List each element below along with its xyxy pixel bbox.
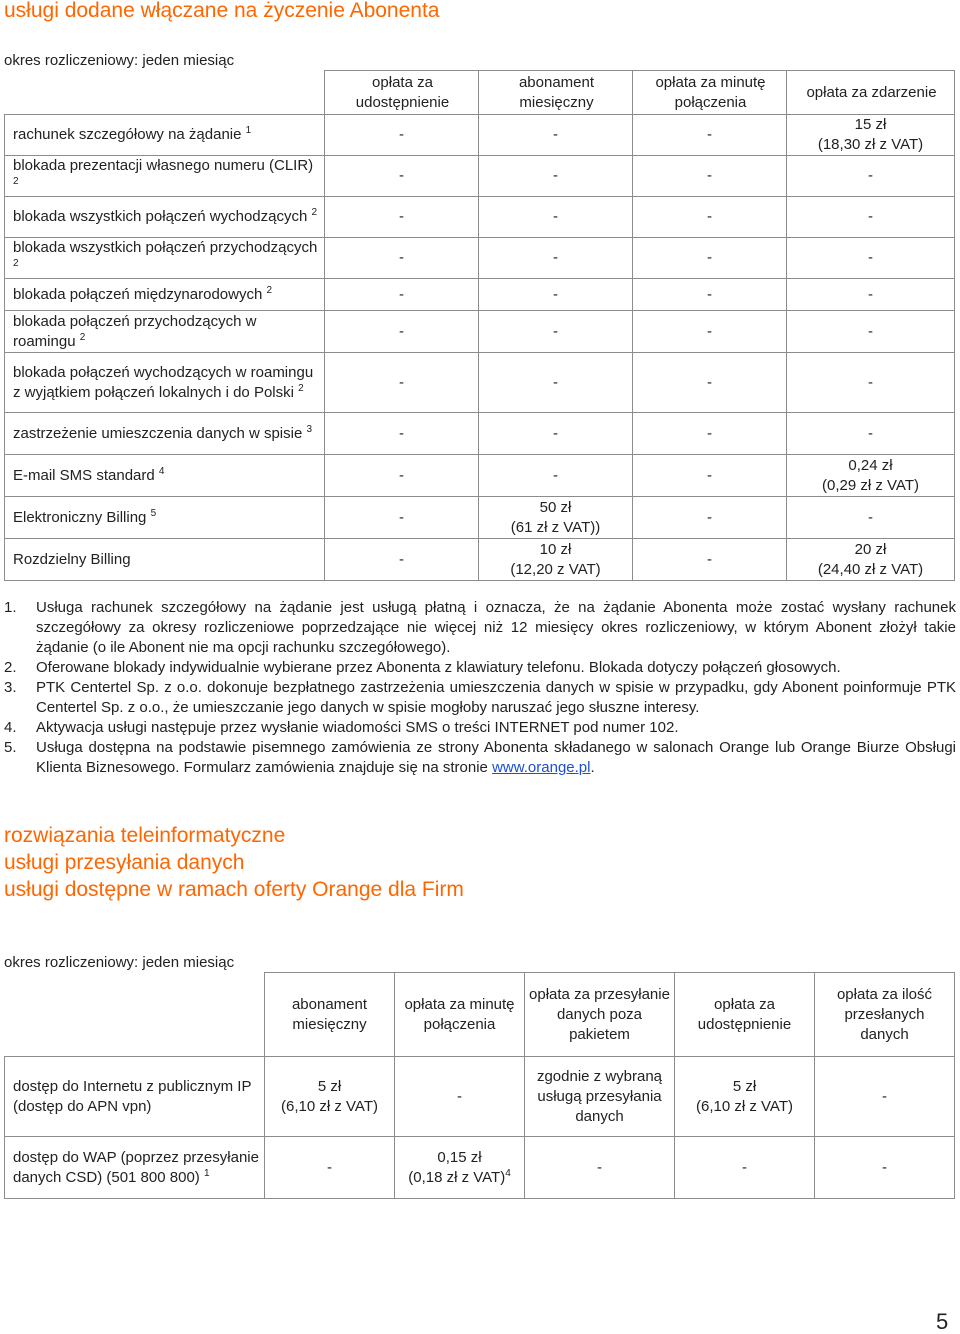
cell: - (325, 539, 479, 581)
cell: - (479, 455, 633, 497)
cell: - (479, 156, 633, 197)
header-monthly-fee: abonament miesięczny (479, 71, 633, 115)
cell: - (479, 115, 633, 156)
header-blank (5, 973, 265, 1057)
section2-title: rozwiązania teleinformatyczne (4, 824, 286, 847)
cell: - (479, 197, 633, 238)
cell: - (787, 413, 955, 455)
cell: - (633, 353, 787, 413)
cell: - (325, 238, 479, 279)
table-row (5, 115, 955, 156)
cell: - (265, 1137, 395, 1199)
cell: - (815, 1057, 955, 1137)
cell: 20 zł (24,40 zł z VAT) (787, 539, 955, 581)
table-row (5, 311, 955, 353)
table-row (5, 197, 955, 238)
cell: - (479, 311, 633, 353)
table-row (5, 156, 955, 197)
cell: - (787, 197, 955, 238)
header-blank (5, 71, 325, 115)
header-per-event-fee: opłata za zdarzenie (787, 71, 955, 115)
cell: - (325, 311, 479, 353)
cell: 0,24 zł (0,29 zł z VAT) (787, 455, 955, 497)
cell: 5 zł (6,10 zł z VAT) (675, 1057, 815, 1137)
cell: - (633, 413, 787, 455)
footnote: 1. Usługa rachunek szczegółowy na żądanie jest usługą płatną i oznacza, że na żądanie Abonenta może zostać wysłany rachunek szczegółowy za okresy rozliczeniowe poprzedzające nie więcej niż 12 miesięcy okres rozliczeniowy, w którym Abonent złożył takie żądanie (o ile Abonent nie ma opcji rachunku szczegółowego). (4, 599, 956, 656)
cell: - (633, 539, 787, 581)
footnote: 3. PTK Centertel Sp. z o.o. dokonuje bezpłatnego zastrzeżenia umieszczenia danych w spisie w przypadku, gdy Abonent poinformuje PTK Centertel Sp. z o.o., że umieszczanie jego danych w spisie mogłoby naruszać jego słuszne interesy. (4, 679, 956, 716)
row-label: Elektroniczny Billing $^5$ (5, 497, 325, 539)
footnote: 4. Aktywacja usługi następuje przez wysłanie wiadomości SMS o treści INTERNET pod numer 102. (4, 719, 679, 736)
cell: - (633, 115, 787, 156)
cell: - (633, 279, 787, 311)
cell: - (633, 197, 787, 238)
section2-titles (4, 822, 464, 903)
table-row (5, 455, 955, 497)
section2-subtitle: usługi dostępne w ramach oferty Orange dla Firm (4, 878, 464, 901)
cell: - (325, 413, 479, 455)
orange-website-link[interactable]: www.orange.pl (492, 759, 591, 776)
header-data-volume-fee: opłata za ilość przesłanych danych (815, 973, 955, 1057)
row-label: blokada prezentacji własnego numeru (CLIR) $^2$ (5, 156, 325, 197)
table-row (5, 1137, 955, 1199)
cell: - (633, 238, 787, 279)
cell: - (633, 156, 787, 197)
cell: - (479, 413, 633, 455)
header-per-minute-fee: opłata za minutę połączenia (633, 71, 787, 115)
cell: - (787, 238, 955, 279)
cell: - (815, 1137, 955, 1199)
cell: 5 zł (6,10 zł z VAT) (265, 1057, 395, 1137)
cell: 50 zł (61 zł z VAT)) (479, 497, 633, 539)
cell: - (479, 353, 633, 413)
cell: 15 zł (18,30 zł z VAT) (787, 115, 955, 156)
cell: - (479, 238, 633, 279)
table-row (5, 279, 955, 311)
cell: - (325, 353, 479, 413)
row-label: blokada wszystkich połączeń przychodzących $^2$ (5, 238, 325, 279)
row-label: blokada połączeń międzynarodowych $^2$ (5, 279, 325, 311)
row-label: dostęp do WAP (poprzez przesyłanie danych CSD) (501 800 800) $^1$ (5, 1137, 265, 1199)
cell: - (787, 497, 955, 539)
billing-period: okres rozliczeniowy: jeden miesiąc (4, 52, 235, 69)
header-per-minute-fee: opłata za minutę połączenia (395, 973, 525, 1057)
services-table (4, 70, 955, 581)
cell: - (633, 497, 787, 539)
cell: 10 zł (12,20 z VAT) (479, 539, 633, 581)
footnote: 5. Usługa dostępna na podstawie pisemnego zamówienia ze strony Abonenta składanego w salonach Orange lub Orange Biurze Obsługi Klienta Biznesowego. Formularz zamówienia znajduje się na stronie www.orange.pl. (4, 739, 956, 776)
header-monthly-fee: abonament miesięczny (265, 973, 395, 1057)
cell: - (325, 279, 479, 311)
cell: - (325, 455, 479, 497)
row-label: blokada połączeń przychodzących w roamingu $^2$ (5, 311, 325, 353)
cell: - (325, 497, 479, 539)
table-row (5, 497, 955, 539)
cell: - (633, 311, 787, 353)
table-row (5, 413, 955, 455)
header-activation-fee: opłata za udostępnienie (325, 71, 479, 115)
table-row (5, 1057, 955, 1137)
footnotes (4, 598, 956, 778)
cell: - (787, 279, 955, 311)
cell: - (479, 279, 633, 311)
cell: - (525, 1137, 675, 1199)
row-label: E-mail SMS standard $^4$ (5, 455, 325, 497)
cell: - (395, 1057, 525, 1137)
row-label: rachunek szczegółowy na żądanie $^1$ (5, 115, 325, 156)
table-row (5, 353, 955, 413)
data-services-table (4, 972, 955, 1199)
table-row (5, 238, 955, 279)
row-label: blokada wszystkich połączeń wychodzących $^2$ (5, 197, 325, 238)
cell: - (787, 156, 955, 197)
cell: - (675, 1137, 815, 1199)
row-label: zastrzeżenie umieszczenia danych w spisie $^3$ (5, 413, 325, 455)
row-label: Rozdzielny Billing (5, 539, 325, 581)
row-label: dostęp do Internetu z publicznym IP (dostęp do APN vpn) (5, 1057, 265, 1137)
row-label: blokada połączeń wychodzących w roamingu z wyjątkiem połączeń lokalnych i do Polski $^2$ (5, 353, 325, 413)
cell: - (633, 455, 787, 497)
cell: - (325, 115, 479, 156)
cell: 0,15 zł (0,18 zł z VAT)$^4$ (395, 1137, 525, 1199)
header-activation-fee: opłata za udostępnienie (675, 973, 815, 1057)
footnote: 2. Oferowane blokady indywidualnie wybierane przez Abonenta z klawiatury telefonu. Blokada dotyczy połączeń głosowych. (4, 659, 841, 676)
billing-period-2: okres rozliczeniowy: jeden miesiąc (4, 954, 235, 971)
page-number: 5 (936, 1309, 949, 1334)
cell: - (325, 156, 479, 197)
section-title: usługi dodane włączane na życzenie Abonenta (4, 0, 440, 22)
section2-subtitle: usługi przesyłania danych (4, 851, 245, 874)
cell: - (325, 197, 479, 238)
table-row (5, 539, 955, 581)
header-out-of-package-fee: opłata za przesyłanie danych poza pakietem (525, 973, 675, 1057)
cell: zgodnie z wybraną usługą przesyłania danych (525, 1057, 675, 1137)
cell: - (787, 353, 955, 413)
cell: - (787, 311, 955, 353)
